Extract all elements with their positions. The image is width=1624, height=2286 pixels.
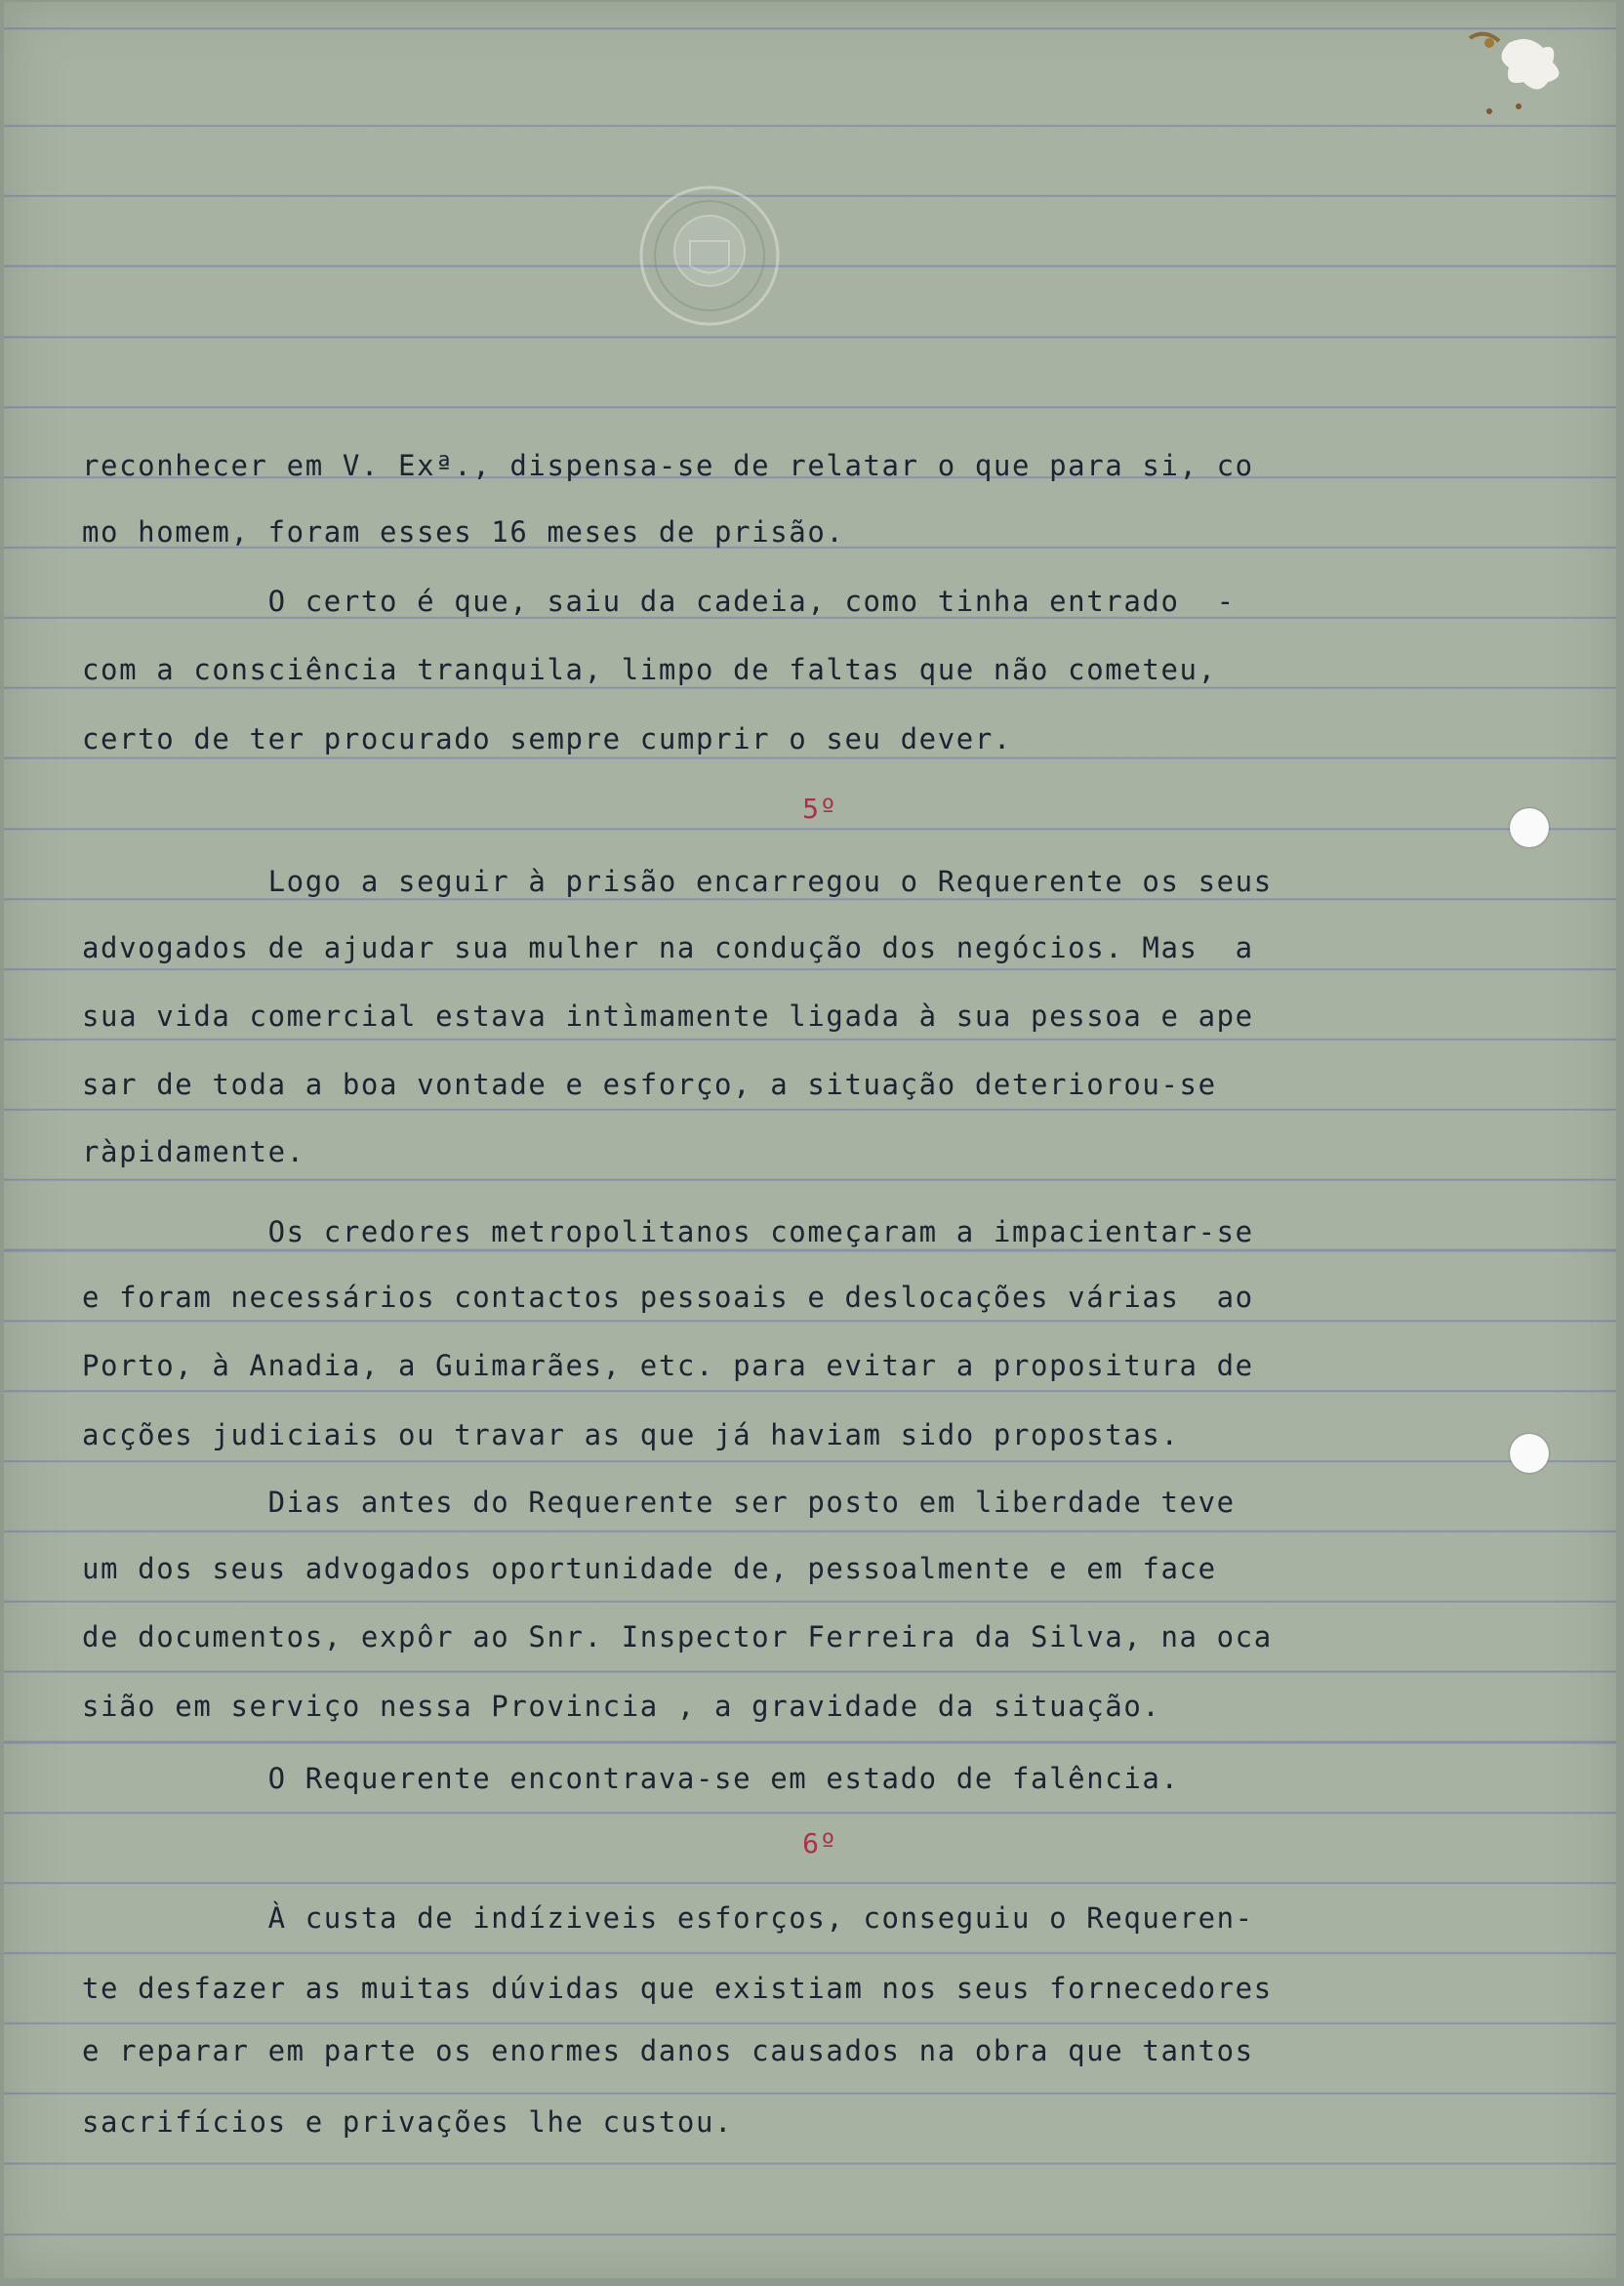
text-line: O Requerente encontrava-se em estado de falência. <box>82 1762 1180 1795</box>
text-line: Dias antes do Requerente ser posto em liberdade teve <box>82 1486 1236 1519</box>
document-page <box>4 2 1616 2278</box>
text-line: Os credores metropolitanos começaram a impacientar-se <box>82 1215 1254 1248</box>
text-line: e foram necessários contactos pessoais e deslocações várias ao <box>82 1281 1254 1314</box>
text-line: sar de toda a boa vontade e esforço, a situação deteriorou-se <box>82 1068 1217 1101</box>
text-line: À custa de indíziveis esforços, conseguiu o Requeren- <box>82 1901 1254 1935</box>
text-line: te desfazer as muitas dúvidas que existiam nos seus fornecedores <box>82 1972 1273 2005</box>
text-line: sacrifícios e privações lhe custou. <box>82 2105 734 2139</box>
text-line: um dos seus advogados oportunidade de, pessoalmente e em face <box>82 1552 1217 1585</box>
text-line: e reparar em parte os enormes danos causados na obra que tantos <box>82 2034 1254 2067</box>
text-line: com a consciência tranquila, limpo de faltas que não cometeu, <box>82 653 1217 686</box>
text-line: acções judiciais ou travar as que já haviam sido propostas. <box>82 1418 1180 1451</box>
text-line: de documentos, expôr ao Snr. Inspector Ferreira da Silva, na oca <box>82 1620 1273 1653</box>
text-line: advogados de ajudar sua mulher na condução dos negócios. Mas a <box>82 931 1254 964</box>
text-line: ràpidamente. <box>82 1135 305 1168</box>
text-line: Porto, à Anadia, a Guimarães, etc. para evitar a propositura de <box>82 1349 1254 1382</box>
paper-stain <box>1450 14 1577 131</box>
text-line: certo de ter procurado sempre cumprir o seu dever. <box>82 722 1012 755</box>
text-line: sua vida comercial estava intìmamente ligada à sua pessoa e ape <box>82 1000 1254 1033</box>
text-line: O certo é que, saiu da cadeia, como tinha entrado - <box>82 585 1236 618</box>
section-mark: 5º <box>802 793 837 825</box>
text-line: sião em serviço nessa Provincia , a gravidade da situação. <box>82 1690 1161 1723</box>
text-line: mo homem, foram esses 16 meses de prisão. <box>82 515 845 549</box>
embossed-seal <box>636 183 783 329</box>
text-line: reconhecer em V. Exª., dispensa-se de relatar o que para si, co <box>82 449 1254 482</box>
section-mark: 6º <box>802 1827 837 1859</box>
text-line: Logo a seguir à prisão encarregou o Requerente os seus <box>82 865 1273 898</box>
